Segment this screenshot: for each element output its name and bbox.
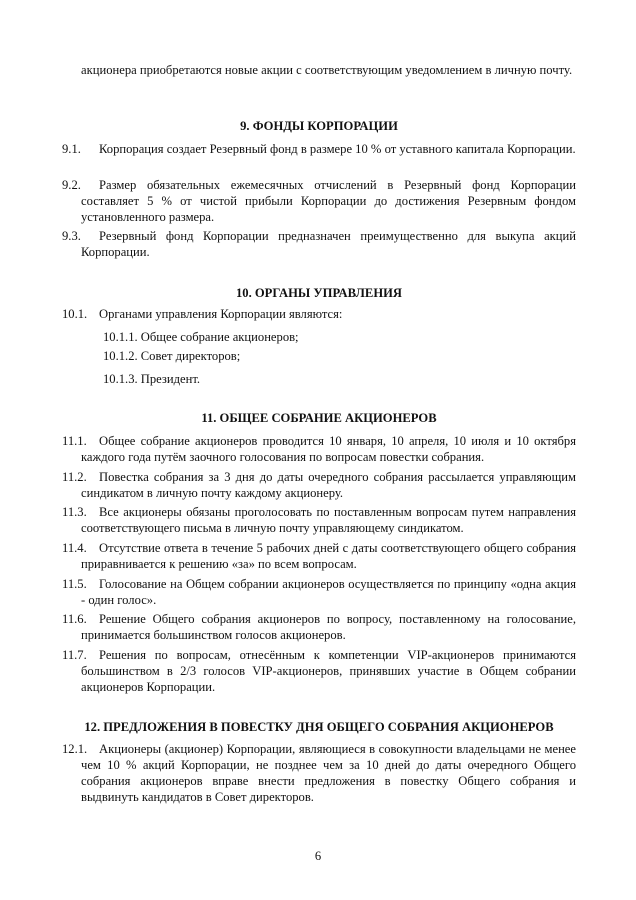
clause-text: Акционеры (акционер) Корпорации, являющиеся в совокупности владельцами не менее чем 10 % акций Корпорации, не позднее чем за 10 дней до даты очередного Общего собрания акционеров вправе внести предложения в повестку Общего собрания и выдвинуть кандидатов в Совет директоров. — [81, 742, 576, 804]
clause-text: Отсутствие ответа в течение 5 рабочих дней с даты соответствующего общего собрания приравнивается к решению «за» по всем вопросам. — [81, 541, 576, 571]
clause-number: 12.1. — [62, 742, 88, 756]
clause-11-2 — [62, 469, 576, 501]
clause-number: 11.5. — [62, 577, 87, 591]
clause-text: Корпорация создает Резервный фонд в размере 10 % от уставного капитала Корпорации. — [99, 142, 576, 156]
clause-text: Общее собрание акционеров проводится 10 января, 10 апреля, 10 июля и 10 октября каждого года путём заочного голосования по вопросам повестки собрания. — [81, 434, 576, 464]
clause-number: 9.3. — [62, 229, 81, 243]
clause-11-3 — [62, 504, 576, 536]
clause-text: Решение Общего собрания акционеров по вопросу, поставленному на голосование, принимается большинством голосов акционеров. — [81, 612, 576, 642]
continuation-paragraph: акционера приобретаются новые акции с соответствующим уведомлением в личную почту. — [81, 63, 573, 77]
clause-number: 11.7. — [62, 648, 87, 662]
subclause-10-1-3: 10.1.3. Президент. — [103, 372, 201, 386]
section-heading-10: 10. ОРГАНЫ УПРАВЛЕНИЯ — [235, 286, 403, 300]
clause-text: Голосование на Общем собрании акционеров осуществляется по принципу «одна акция - один голос». — [81, 577, 576, 607]
clause-number: 11.4. — [62, 541, 87, 555]
clause-number: 11.6. — [62, 612, 87, 626]
clause-10-1 — [62, 306, 576, 322]
clause-text: Все акционеры обязаны проголосовать по поставленным вопросам путем направления соответствующего письма в личную почту управляющему синдикатом. — [81, 505, 576, 535]
section-heading-12: 12. ПРЕДЛОЖЕНИЯ В ПОВЕСТКУ ДНЯ ОБЩЕГО СОБРАНИЯ АКЦИОНЕРОВ — [84, 720, 554, 734]
clause-text: Резервный фонд Корпорации предназначен преимущественно для выкупа акций Корпорации. — [81, 229, 576, 259]
clause-number: 10.1. — [62, 307, 88, 321]
clause-11-5 — [62, 576, 576, 608]
clause-9-1 — [62, 141, 576, 157]
clause-number: 9.1. — [62, 142, 81, 156]
clause-11-4 — [62, 540, 576, 572]
clause-text: Решения по вопросам, отнесённым к компетенции VIP-акционеров принимаются большинством в 2/3 голосов VIP-акционеров, принявших участие в Общем собрании акционеров Корпорации. — [81, 648, 576, 694]
clause-text: Размер обязательных ежемесячных отчислений в Резервный фонд Корпорации составляет 5 % от чистой прибыли Корпорации до достижения Резервным фондом установленного размера. — [81, 178, 576, 224]
clause-12-1 — [62, 741, 576, 805]
clause-text: Повестка собрания за 3 дня до даты очередного собрания рассылается управляющим синдикатом в личную почту каждому акционеру. — [81, 470, 576, 500]
clause-11-7 — [62, 647, 576, 695]
clause-number: 11.2. — [62, 470, 87, 484]
clause-text: Органами управления Корпорации являются: — [99, 307, 343, 321]
clause-11-6 — [62, 611, 576, 643]
section-heading-9: 9. ФОНДЫ КОРПОРАЦИИ — [240, 119, 398, 133]
page-number: 6 — [314, 849, 322, 863]
subclause-10-1-1: 10.1.1. Общее собрание акционеров; — [103, 330, 299, 344]
clause-9-3 — [62, 228, 576, 260]
clause-9-2 — [62, 177, 576, 225]
clause-11-1 — [62, 433, 576, 465]
subclause-10-1-2: 10.1.2. Совет директоров; — [103, 349, 241, 363]
section-heading-11: 11. ОБЩЕЕ СОБРАНИЕ АКЦИОНЕРОВ — [201, 411, 437, 425]
clause-number: 11.3. — [62, 505, 87, 519]
clause-number: 11.1. — [62, 434, 87, 448]
clause-number: 9.2. — [62, 178, 81, 192]
